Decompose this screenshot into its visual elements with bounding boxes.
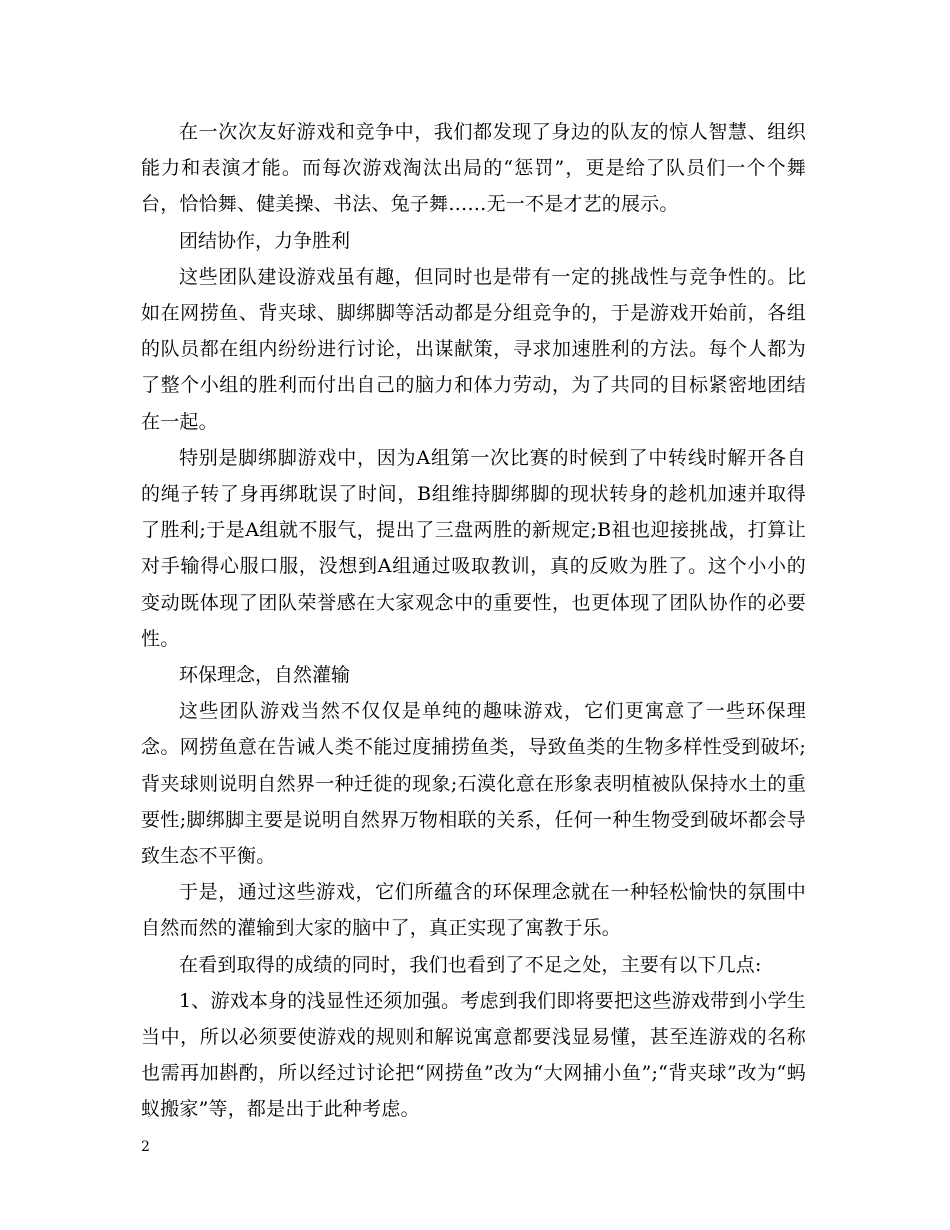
paragraph-team-talents: 在一次次友好游戏和竞争中，我们都发现了身边的队友的惊人智慧、组织能力和表演才能。而每次游戏淘汰出局的“惩罚”，更是给了队员们一个个舞台，恰恰舞、健美操、书法、兔子舞……无一不是才艺的展示。 (141, 121, 806, 216)
paragraph-three-legged-game: 特别是脚绑脚游戏中，因为A组第一次比赛的时候到了中转线时解开各自的绳子转了身再绑耽误了时间，B组维持脚绑脚的现状转身的趁机加速并取得了胜利;于是A组就不服气，提出了三盘两胜的新规定;B祖也迎接挑战，打算让对手输得心服口服，没想到A组通过吸取教训，真的反败为胜了。这个小小的变动既体现了团队荣誉感在大家观念中的重要性，也更体现了团队协作的必要性。 (141, 446, 806, 650)
section-heading-environment: 环保理念，自然灌输 (179, 664, 351, 687)
document-body (141, 114, 806, 1128)
paragraph-shortcoming-1: 1、游戏本身的浅显性还须加强。考虑到我们即将要把这些游戏带到小学生当中，所以必须要使游戏的规则和解说寓意都要浅显易懂，甚至连游戏的名称也需再加斟酌，所以经过讨论把“网捞鱼”改为“大网捕小鱼”;“背夹球”改为“蚂蚁搬家”等，都是出于此种考虑。 (141, 989, 806, 1121)
page-number: 2 (141, 1139, 150, 1155)
paragraph-learning-through-play: 于是，通过这些游戏，它们所蕴含的环保理念就在一种轻松愉快的氛围中自然而然的灌输到大家的脑中了，真正实现了寓教于乐。 (141, 881, 806, 940)
paragraph-environmental-meaning: 这些团队游戏当然不仅仅是单纯的趣味游戏，它们更寓意了一些环保理念。网捞鱼意在告诫人类不能过度捕捞鱼类，导致鱼类的生物多样性受到破坏;背夹球则说明自然界一种迁徙的现象;石漠化意在形象表明植被队保持水土的重要性;脚绑脚主要是说明自然界万物相联的关系，任何一种生物受到破坏都会导致生态不平衡。 (141, 700, 806, 868)
paragraph-competition: 这些团队建设游戏虽有趣，但同时也是带有一定的挑战性与竞争性的。比如在网捞鱼、背夹球、脚绑脚等活动都是分组竞争的，于是游戏开始前，各组的队员都在组内纷纷进行讨论，出谋献策，寻求加速胜利的方法。每个人都为了整个小组的胜利而付出自己的脑力和体力劳动，为了共同的目标紧密地团结在一起。 (141, 265, 806, 433)
section-heading-teamwork: 团结协作，力争胜利 (179, 229, 351, 252)
paragraph-shortcomings-intro: 在看到取得的成绩的同时，我们也看到了不足之处，主要有以下几点: (179, 953, 762, 976)
